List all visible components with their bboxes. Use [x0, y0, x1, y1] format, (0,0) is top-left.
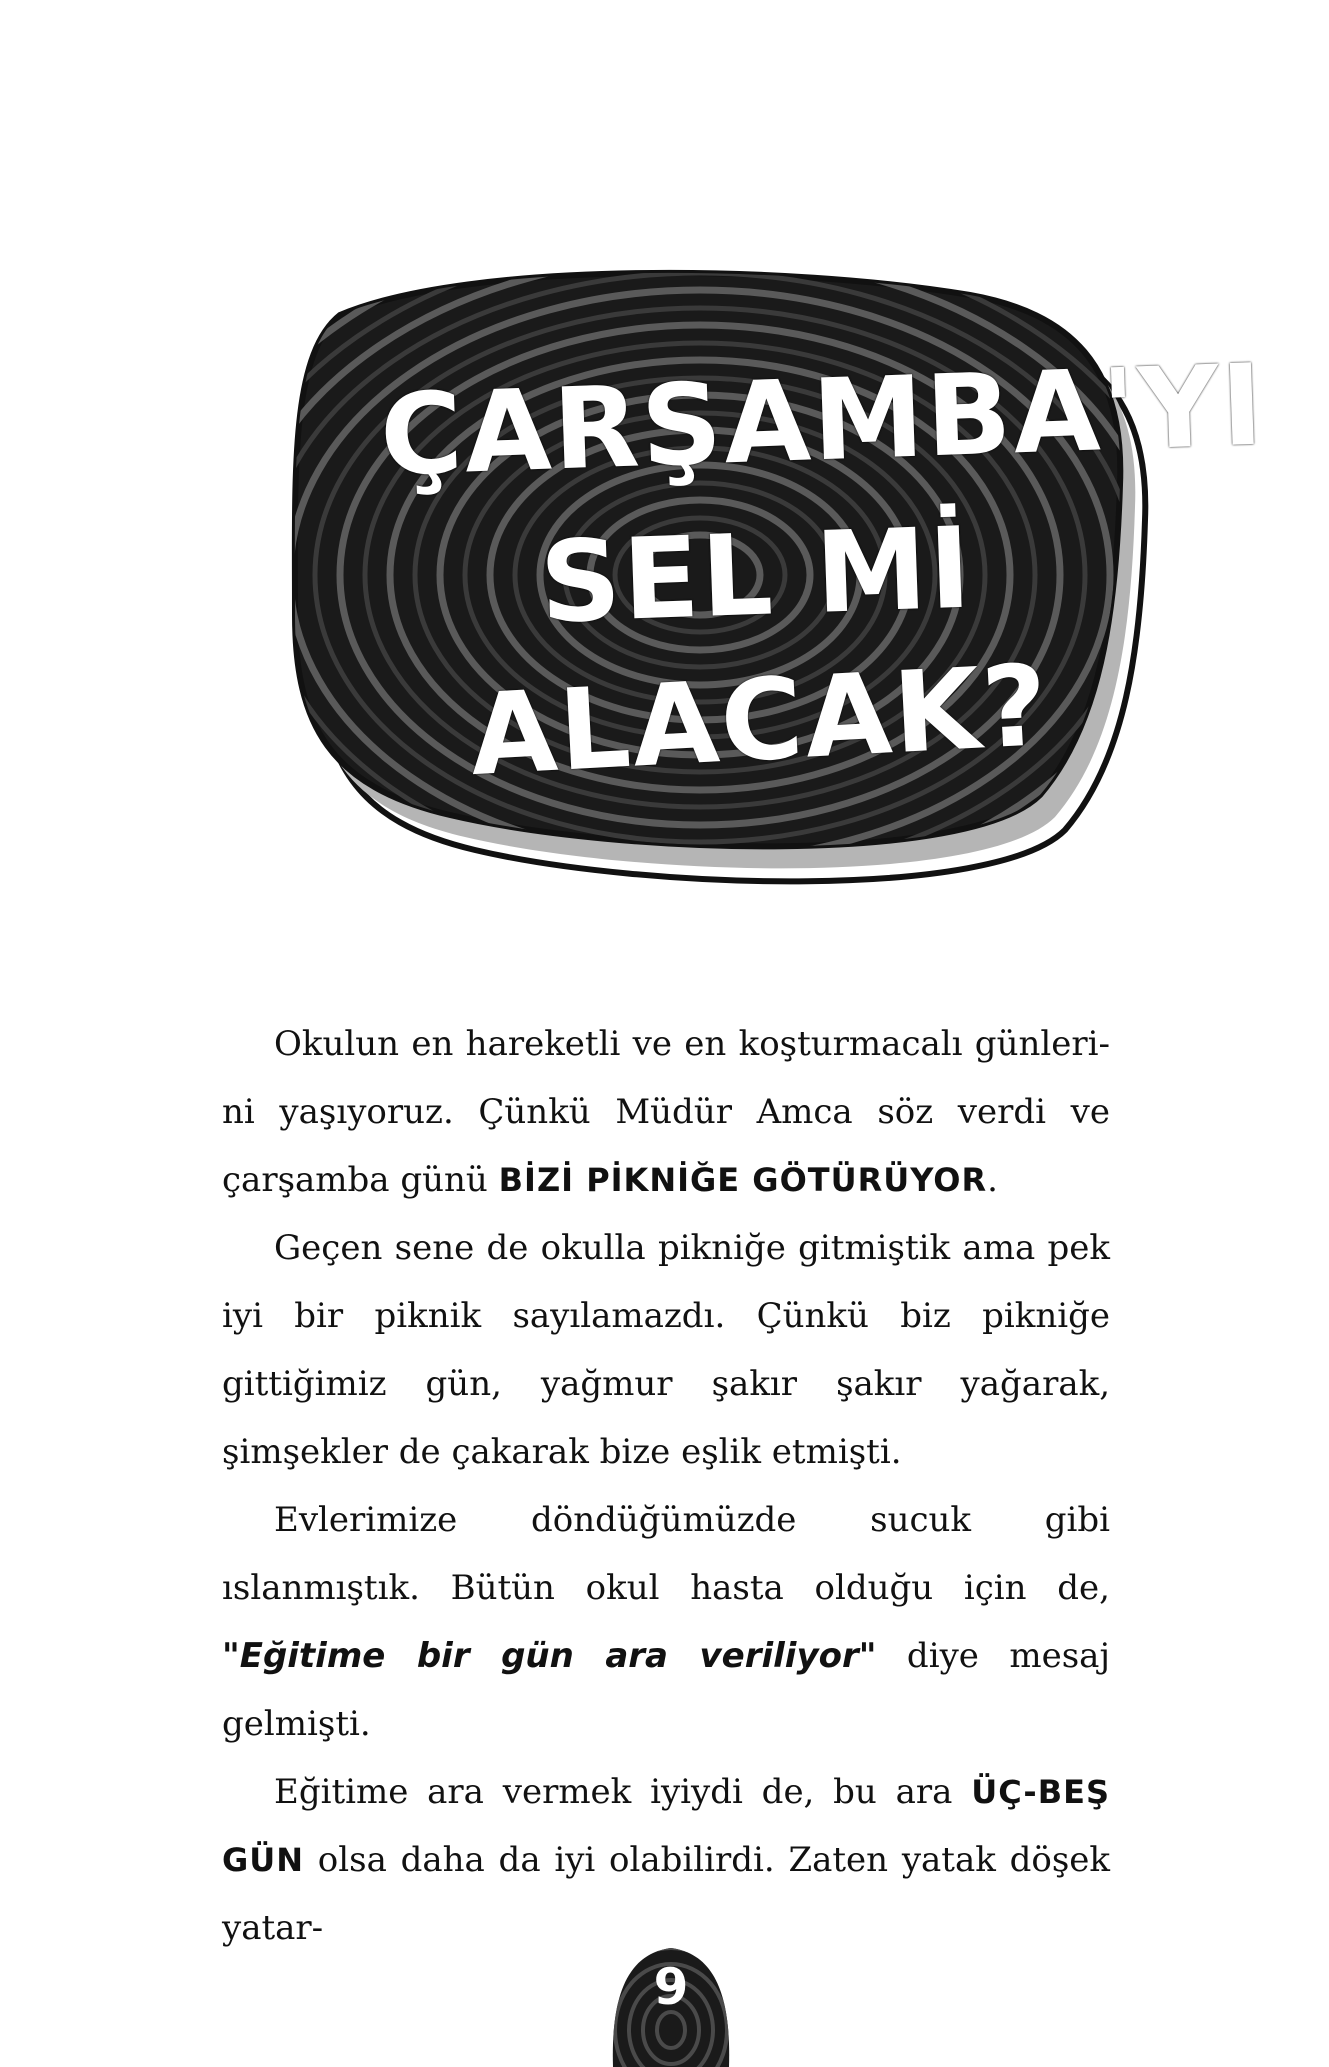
- paragraph-3: [222, 1486, 1110, 1758]
- chapter-title-badge: [270, 255, 1268, 895]
- paragraph-4-emphasis: ÜÇ-BEŞ GÜN: [222, 1773, 1110, 1879]
- paragraph-4: [222, 1758, 1110, 1962]
- paragraph-1: [222, 1010, 1110, 1214]
- page-number-badge: [605, 1940, 737, 2067]
- paragraph-3-end: diye mesaj gelmişti.: [222, 1636, 1110, 1744]
- paragraph-4-end: olsa daha da iyi olabilirdi. Zaten yatak döşek yatar-: [222, 1840, 1110, 1948]
- chapter-title: [270, 255, 1268, 855]
- paragraph-1-end: .: [987, 1160, 998, 1200]
- paragraph-3-text: Evlerimize döndüğümüzde sucuk gibi ıslanmıştık. Bütün okul hasta olduğu için de,: [222, 1500, 1110, 1608]
- page-number: 9: [653, 1958, 689, 2016]
- chapter-body: [222, 1010, 1110, 1962]
- paragraph-3-emphasis: "Eğitime bir gün ara veriliyor": [222, 1636, 877, 1676]
- paragraph-4-text: Eğitime ara vermek iyiydi de, bu ara: [274, 1772, 972, 1812]
- paragraph-2: Geçen sene de okulla pikniğe gitmiştik ama pek iyi bir piknik sayılamazdı. Çünkü biz pikniğe gittiğimiz gün, yağmur şakır şakır yağarak, şimşekler de çakarak bize eşlik etmişti.: [222, 1228, 1110, 1472]
- chapter-title-line-1: ÇARŞAMBA'YI: [378, 340, 1268, 502]
- paragraph-1-text: Okulun en hareketli ve en koşturmacalı günlerini yaşıyoruz. Çünkü Müdür Amca söz verdi ve çarşamba günü: [222, 1024, 1110, 1200]
- chapter-title-line-2: SEL Mİ: [537, 503, 975, 649]
- paragraph-1-emphasis: BİZİ PİKNİĞE GÖTÜRÜYOR: [498, 1161, 988, 1199]
- chapter-title-line-3: ALACAK?: [466, 640, 1053, 802]
